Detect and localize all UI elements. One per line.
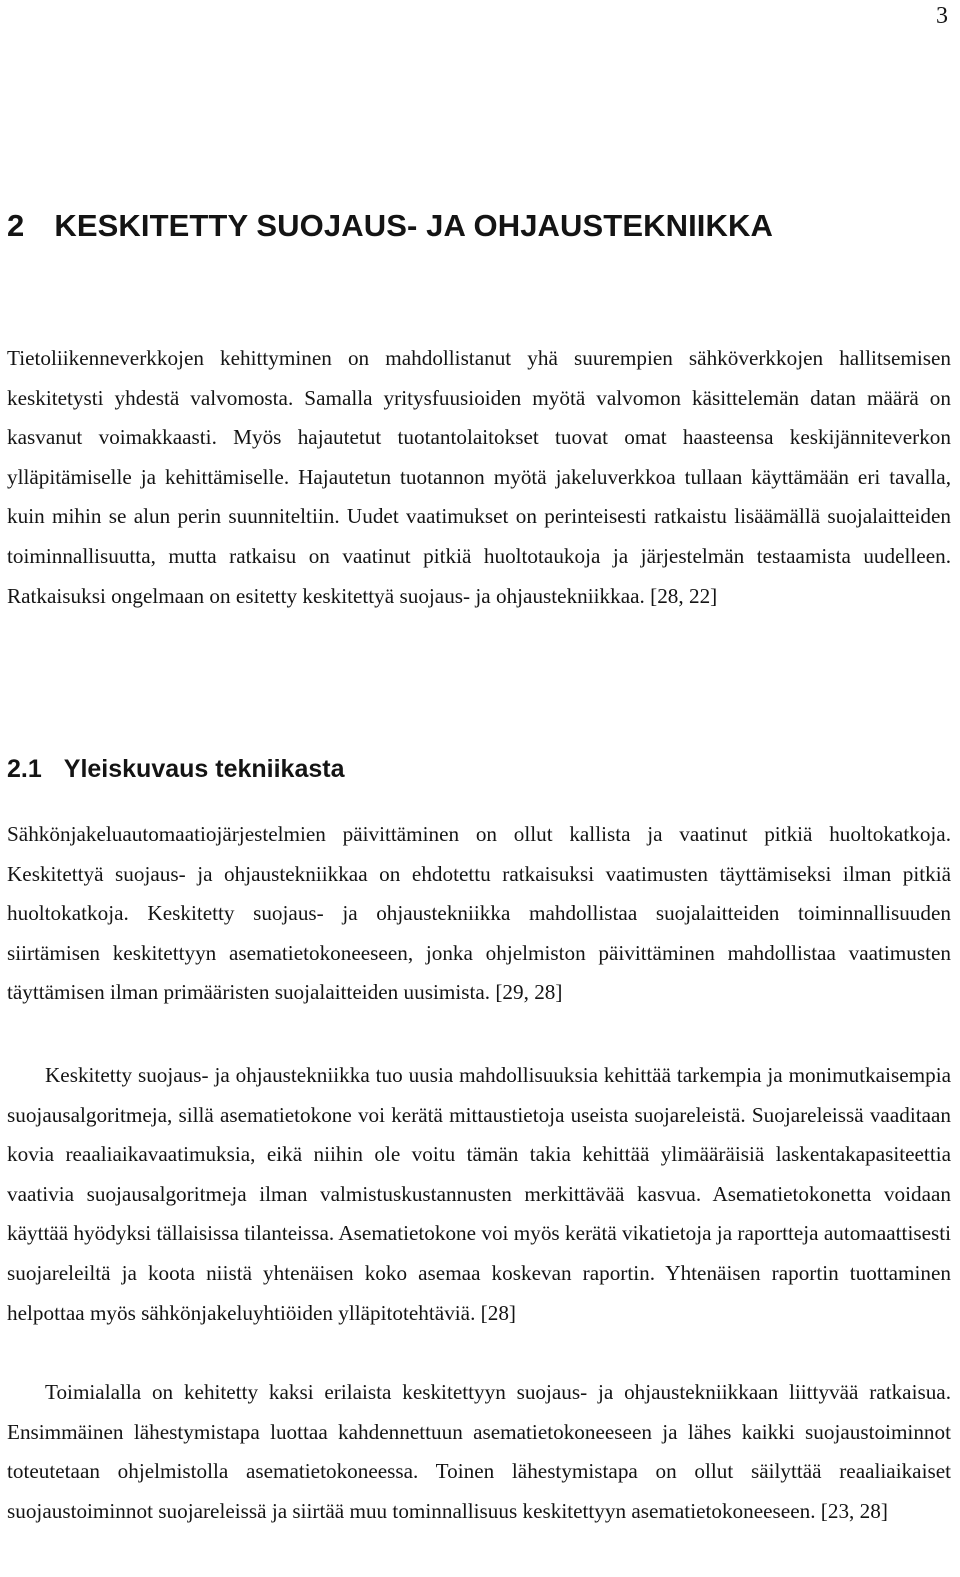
intro-paragraph: Tietoliikenneverkkojen kehittyminen on mahdollistanut yhä suurempien sähköverkkojen hallitsemisen keskitetysti yhdestä valvomosta. Samalla yritysfuusioiden myötä valvomon käsittelemän datan määrä on kasvanut voimakkaasti. Myös hajautetut tuotantolaitokset tuovat omat haasteensa keskijänniteverkon ylläpitämiselle ja kehittämiselle. Hajautetun tuotannon myötä jakeluverkkoa tullaan käyttämään eri tavalla, kuin mihin se alun perin suunniteltiin. Uudet vaatimukset on perinteisesti ratkaistu lisäämällä suojalaitteiden toiminnallisuutta, mutta ratkaisu on vaatinut pitkiä huoltotaukoja ja järjestelmän testaamista uudelleen. Ratkaisuksi ongelmaan on esitetty keskitettyä suojaus- ja ohjaustekniikkaa. [28, 22] <box>7 346 951 608</box>
section-paragraph: Sähkönjakeluautomaatiojärjestelmien päivittäminen on ollut kallista ja vaatinut pitkiä huoltokatkoja. Keskitettyä suojaus- ja ohjaustekniikkaa on ehdotettu ratkaisuksi vaatimusten täyttämiseksi ilman pitkiä huoltokatkoja. Keskitetty suojaus- ja ohjaustekniikka mahdollistaa suojalaitteiden toiminnallisuuden siirtämisen keskitettyyn asematietokoneeseen, jonka ohjelmiston päivittäminen mahdollistaa vaatimusten täyttämisen ilman primääristen suojalaitteiden uusimista. [29, 28] <box>7 822 951 1005</box>
page-number: 3 <box>936 3 948 29</box>
chapter-title: KESKITETTY SUOJAUS- JA OHJAUSTEKNIIKKA <box>54 208 773 243</box>
section-title: Yleiskuvaus tekniikasta <box>63 755 345 783</box>
section-paragraph: Toimialalla on kehitetty kaksi erilaista keskitettyyn suojaus- ja ohjaustekniikkaan liittyvää ratkaisua. Ensimmäinen lähestymistapa luottaa kahdennettuun asematietokoneeseen ja lähes kaikki suojaustoiminnot toteutetaan ohjelmistolla asematietokoneessa. Toinen lähestymistapa on ollut säilyttää reaaliaikaiset suojaustoiminnot suojareleissä ja siirtää muu tominnallisuus keskitettyyn asematietokoneeseen. [23, 28] <box>7 1380 951 1523</box>
section-heading <box>7 752 344 786</box>
chapter-heading <box>7 206 773 246</box>
chapter-number: 2 <box>7 208 25 243</box>
section-paragraph: Keskitetty suojaus- ja ohjaustekniikka tuo uusia mahdollisuuksia kehittää tarkempia ja monimutkaisempia suojausalgoritmeja, sillä asematietokone voi kerätä mittaustietoja useista suojareleistä. Suojareleissä vaaditaan kovia reaaliaikavaatimuksia, eikä niihin ole voitu tämän takia kehittää ylimääräisiä laskentakapasiteettia vaativia suojausalgoritmeja ilman valmistuskustannusten merkittävää kasvua. Asematietokonetta voidaan käyttää hyödyksi tällaisissa tilanteissa. Asematietokone voi myös kerätä vikatietoja ja raportteja automaattisesti suojareleiltä ja koota niistä yhtenäisen koko asemaa koskevan raportin. Yhtenäisen raportin tuottaminen helpottaa myös sähkönjakeluyhtiöiden ylläpitotehtäviä. [28] <box>7 1063 951 1325</box>
section-number: 2.1 <box>7 755 42 783</box>
